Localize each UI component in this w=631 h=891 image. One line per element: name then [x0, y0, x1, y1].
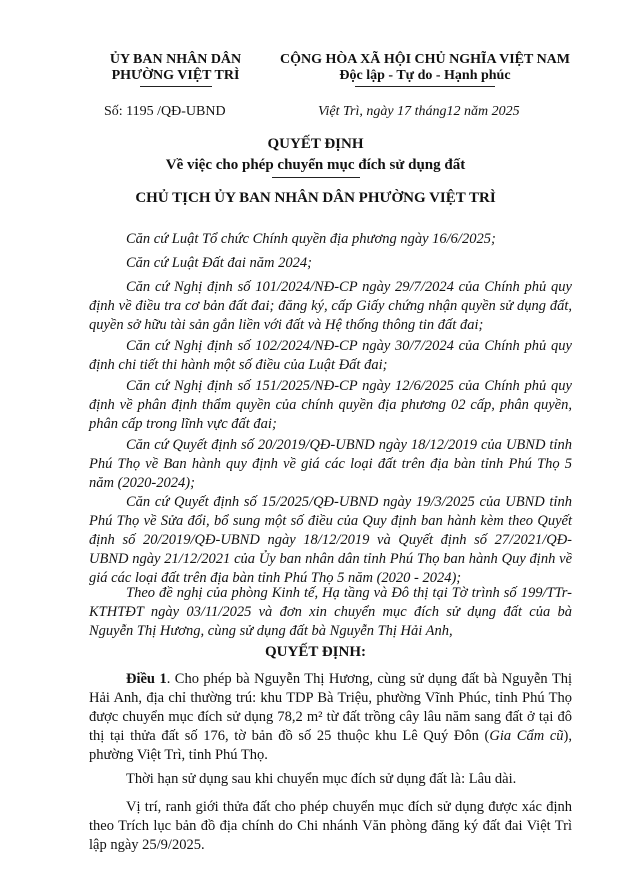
document-number: Số: 1195 /QĐ-UBND — [104, 104, 226, 119]
article-1-old-area-name: Gia Cẩm cũ — [489, 728, 564, 744]
land-use-term: Thời hạn sử dụng sau khi chuyển mục đích sử dụng đất là: Lâu dài. — [126, 771, 517, 787]
basis-7: Căn cứ Quyết định số 15/2025/QĐ-UBND ngày 19/3/2025 của UBND tỉnh Phú Thọ về Sửa đổi, bổ sung một số điều của Quy định ban hành kèm theo Quyết định số 20/2019/QĐ-UBND ngày 18/12/2019 và Quyết định số 27/2021/QĐ-UBND ngày 21/12/2021 của Ủy ban nhân dân tỉnh Phú Thọ ban hành Quy định về giá các loại đất trên địa bàn tỉnh Phú Thọ 5 năm (2020 - 2024); — [89, 494, 572, 586]
proposal-basis: Theo đề nghị của phòng Kinh tế, Hạ tầng và Đô thị tại Tờ trình số 199/TTr-KTHTĐT ngày 03/11/2025 và đơn xin chuyển mục đích sử dụng đất của bà Nguyễn Thị Hương, cùng sử dụng đất bà Nguyễn Thị Hải Anh, — [89, 585, 572, 639]
article-1-text-b: ), phường Việt Trì, tỉnh Phú Thọ. — [89, 728, 572, 763]
motto-underline — [355, 86, 495, 87]
basis-1: Căn cứ Luật Tổ chức Chính quyền địa phương ngày 16/6/2025; — [126, 231, 496, 247]
org-underline — [140, 86, 212, 87]
nation-line1: CỘNG HÒA XÃ HỘI CHỦ NGHĨA VIỆT NAM — [279, 52, 570, 67]
issuing-authority: CHỦ TỊCH ỦY BAN NHÂN DÂN PHƯỜNG VIỆT TRÌ — [135, 190, 496, 206]
document-date: Việt Trì, ngày 17 tháng12 năm 2025 — [318, 104, 520, 119]
article-1-text-a: . Cho phép bà Nguyễn Thị Hương, cùng sử dụng đất bà Nguyễn Thị Hải Anh, địa chỉ thường trú: khu TDP Bà Triệu, phường Vĩnh Phúc, tỉnh Phú Thọ được chuyển mục đích sử dụng 78,2 m² từ đất trồng cây lâu năm sang đất ở tại đô thị tại thửa đất số 176, tờ bản đồ số 25 thuộc khu Lê Quý Đôn ( — [89, 671, 572, 744]
subject-underline — [272, 177, 360, 178]
parcel-location: Vị trí, ranh giới thửa đất cho phép chuyển mục đích sử dụng được xác định theo Trích lục bản đồ địa chính do Chi nhánh Văn phòng đăng ký đất đai Việt Trì lập ngày 25/9/2025. — [89, 799, 572, 853]
article-1-label: Điều 1 — [126, 671, 167, 687]
basis-2: Căn cứ Luật Đất đai năm 2024; — [126, 255, 312, 271]
basis-3: Căn cứ Nghị định số 101/2024/NĐ-CP ngày 29/7/2024 của Chính phủ quy định về điều tra cơ bản đất đai; đăng ký, cấp Giấy chứng nhận quyền sử dụng đất, quyền sở hữu tài sản gắn liền với đất và Hệ thống thông tin đất đai; — [89, 279, 572, 333]
document-title: QUYẾT ĐỊNH — [267, 136, 364, 152]
org-name-line1: ỦY BAN NHÂN DÂN — [109, 52, 242, 67]
basis-5: Căn cứ Nghị định số 151/2025/NĐ-CP ngày 12/6/2025 của Chính phủ quy định về phân định thẩm quyền của chính quyền địa phương 02 cấp, phân quyền, phân cấp trong lĩnh vực đất đai; — [89, 378, 572, 432]
decision-heading: QUYẾT ĐỊNH: — [265, 644, 366, 660]
article-1 — [89, 670, 572, 765]
basis-4: Căn cứ Nghị định số 102/2024/NĐ-CP ngày 30/7/2024 của Chính phủ quy định chi tiết thi hành một số điều của Luật Đất đai; — [89, 338, 572, 373]
org-name-line2: PHƯỜNG VIỆT TRÌ — [111, 68, 240, 83]
document-subject: Về việc cho phép chuyển mục đích sử dụng đất — [165, 157, 466, 173]
nation-line2: Độc lập - Tự do - Hạnh phúc — [339, 68, 511, 83]
basis-6: Căn cứ Quyết định số 20/2019/QĐ-UBND ngày 18/12/2019 của UBND tỉnh Phú Thọ về Ban hành quy định về giá các loại đất trên địa bàn tỉnh Phú Thọ 5 năm (2020-2024); — [89, 437, 572, 491]
